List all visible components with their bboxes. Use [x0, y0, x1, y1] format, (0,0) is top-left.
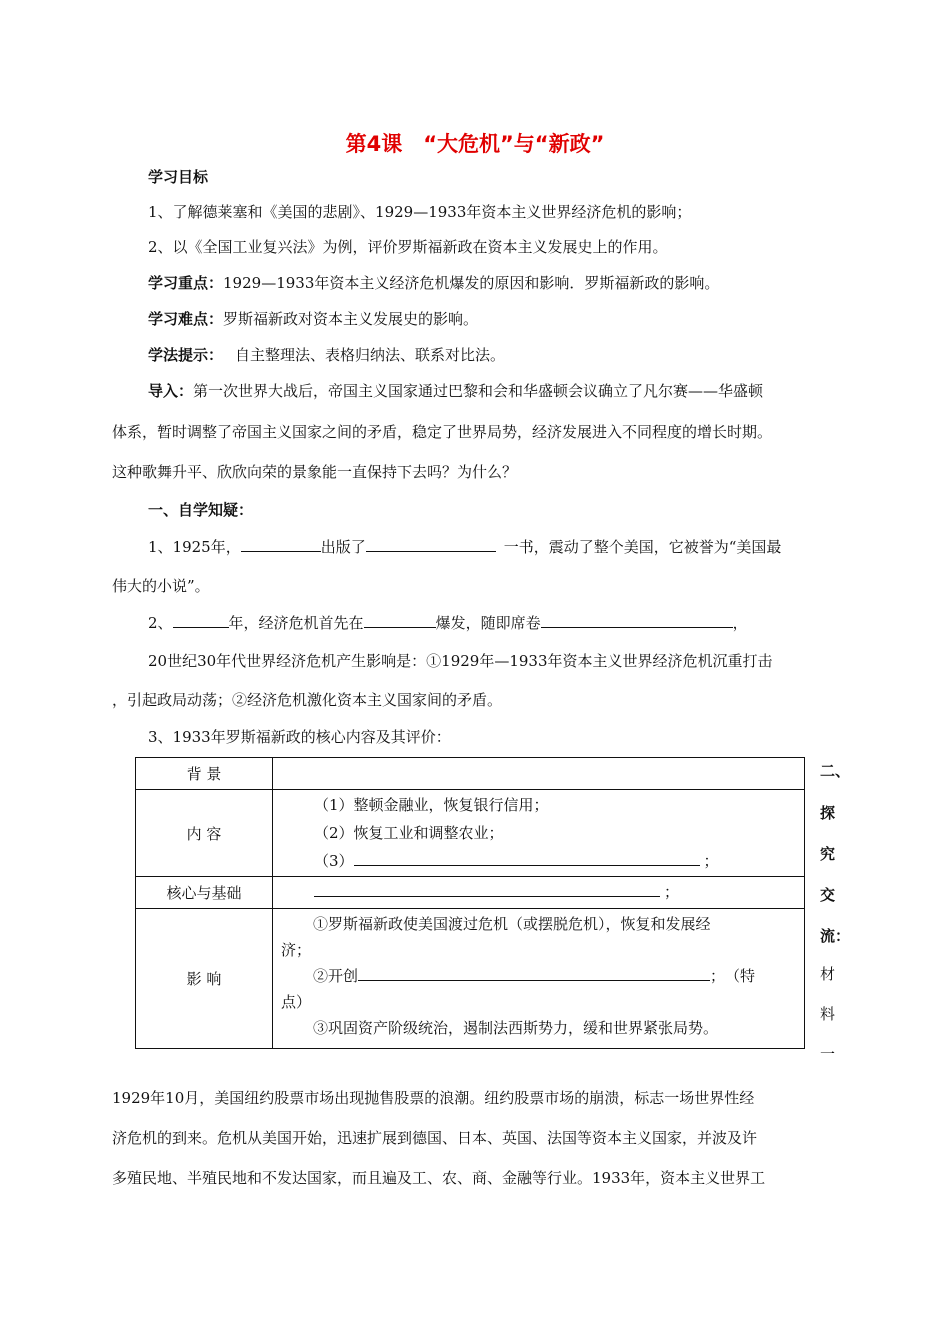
intro-line-1: [148, 380, 763, 401]
core-cell: [273, 877, 805, 909]
question-3: 3、1933年罗斯福新政的核心内容及其评价：: [148, 728, 451, 746]
content-item-3-blank[interactable]: [354, 849, 700, 866]
content-label: 内 容: [136, 790, 273, 877]
content-item-3-prefix: （3）: [314, 852, 354, 870]
q1-text-a: 1、1925年，: [148, 538, 241, 556]
intro-text-1: 第一次世界大战后，帝国主义国家通过巴黎和会和华盛顿会议确立了凡尔赛——华盛顿: [193, 382, 764, 400]
difficulty-label: 学习难点：: [148, 310, 224, 328]
question-2: [148, 611, 748, 633]
q2-blank-world[interactable]: [541, 611, 733, 628]
side-heading-5: 流：: [820, 927, 851, 945]
background-label: 背 景: [136, 758, 273, 790]
side-heading-6: 材: [820, 965, 836, 983]
objective-1: 1、了解德莱塞和《美国的悲剧》、1929—1933年资本主义世界经济危机的影响；: [148, 203, 692, 221]
side-heading-2: 探: [820, 804, 836, 822]
question-1: [148, 535, 781, 557]
method-text: 自主整理法、表格归纳法、联系对比法。: [235, 346, 506, 364]
content-item-3: [274, 847, 803, 875]
impact-item-3: ③巩固资产阶级统治，遏制法西斯势力，缓和世界紧张局势。: [313, 1019, 719, 1037]
table-row-core: [136, 877, 805, 909]
content-item-3-suffix: ；: [703, 852, 719, 870]
q2-text-d: ，: [732, 614, 748, 632]
background-cell[interactable]: [273, 758, 805, 790]
new-deal-table: [135, 757, 805, 1049]
table-row-impact: [136, 909, 805, 1049]
key-point-label: 学习重点：: [148, 274, 224, 292]
q1-blank-author[interactable]: [241, 535, 321, 552]
side-heading-8: 一: [820, 1045, 836, 1063]
side-heading-4: 交: [820, 886, 836, 904]
impact-item-2-blank[interactable]: [358, 964, 710, 981]
intro-line-3: 这种歌舞升平、欣欣向荣的景象能一直保持下去吗？为什么？: [112, 463, 518, 481]
content-item-1: （1）整顿金融业，恢复银行信用；: [314, 796, 549, 814]
q2-text-a: 2、: [148, 614, 173, 632]
page-title: 第4课 “大危机”与“新政”: [345, 132, 605, 156]
material-line-1: 1929年10月，美国纽约股票市场出现抛售股票的浪潮。纽约股票市场的崩溃，标志一场世界性经: [112, 1089, 755, 1107]
q1-text-b: 出版了: [320, 538, 366, 556]
key-point: [148, 272, 719, 293]
content-cell: [273, 790, 805, 877]
q2-blank-country[interactable]: [364, 611, 436, 628]
intro-label: 导入：: [148, 382, 194, 400]
method: [148, 344, 505, 365]
core-blank[interactable]: [314, 880, 660, 897]
objective-2: 2、以《全国工业复兴法》为例，评价罗斯福新政在资本主义发展史上的作用。: [148, 238, 668, 256]
difficulty-text: 罗斯福新政对资本主义发展史的影响。: [223, 310, 479, 328]
impact-item-2-cont: 点）: [281, 993, 312, 1011]
q1-text-c: 一书，震动了整个美国，它被誉为“美国最: [503, 538, 782, 556]
side-heading-7: 料: [820, 1005, 836, 1023]
question-2-impact-cont: ，引起政局动荡；②经济危机激化资本主义国家间的矛盾。: [112, 691, 503, 709]
side-heading-1: 二、: [820, 762, 851, 780]
question-1-cont: 伟大的小说”。: [112, 577, 210, 595]
q2-blank-year[interactable]: [173, 611, 229, 628]
table-row-content: [136, 790, 805, 877]
q2-text-c: 爆发，随即席卷: [435, 614, 541, 632]
key-point-text: 1929—1933年资本主义经济危机爆发的原因和影响．罗斯福新政的影响。: [223, 274, 720, 292]
material-line-2: 济危机的到来。危机从美国开始，迅速扩展到德国、日本、英国、法国等资本主义国家，并波及许: [112, 1129, 758, 1147]
material-line-3: 多殖民地、半殖民地和不发达国家，而且遍及工、农、商、金融等行业。1933年，资本主义世界工: [112, 1169, 766, 1187]
core-label: 核心与基础: [136, 877, 273, 909]
impact-cell: [273, 909, 805, 1049]
core-line: [274, 878, 803, 906]
q1-blank-book[interactable]: [366, 535, 496, 552]
core-suffix: ；: [664, 883, 680, 901]
objectives-heading: 学习目标: [148, 168, 209, 186]
table-row-background: [136, 758, 805, 790]
method-label: 学法提示：: [148, 346, 224, 364]
side-heading-3: 究: [820, 845, 836, 863]
impact-item-1: ①罗斯福新政使美国渡过危机（或摆脱危机），恢复和发展经: [313, 915, 711, 933]
impact-item-2-suffix: ； （特: [710, 967, 756, 985]
intro-line-2: 体系，暂时调整了帝国主义国家之间的矛盾，稳定了世界局势，经济发展进入不同程度的增长时期。: [112, 423, 773, 441]
impact-item-2-prefix: ②开创: [313, 967, 359, 985]
impact-item-1-cont: 济；: [281, 941, 312, 959]
difficulty: [148, 308, 478, 329]
content-item-2: （2）恢复工业和调整农业；: [314, 824, 504, 842]
section1-heading: 一、自学知疑：: [148, 501, 254, 519]
impact-item-2: [281, 961, 796, 991]
impact-label: 影 响: [136, 909, 273, 1049]
q2-text-b: 年，经济危机首先在: [228, 614, 364, 632]
question-2-impact: 20世纪30年代世界经济危机产生影响是：①1929年—1933年资本主义世界经济危机沉重打击: [148, 652, 773, 670]
